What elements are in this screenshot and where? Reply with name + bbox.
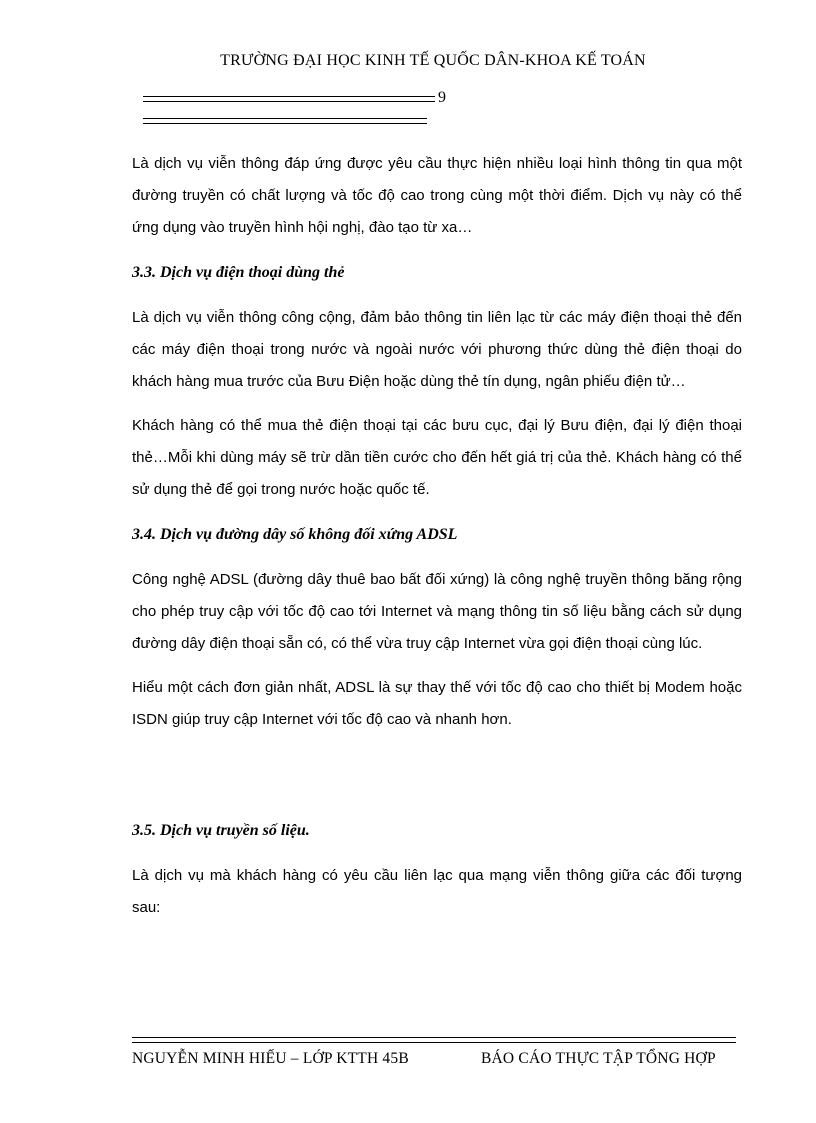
page-number: 9 bbox=[438, 89, 446, 106]
footer-report-title: BÁO CÁO THỰC TẬP TỔNG HỢP bbox=[481, 1050, 716, 1067]
body-content bbox=[132, 148, 742, 936]
section-3-3-paragraph-2: Khách hàng có thể mua thẻ điện thoại tại các bưu cục, đại lý Bưu điện, đại lý điện thoại thẻ…Mỗi khi dùng máy sẽ trừ dần tiền cước cho đến hết giá trị của thẻ. Khách hàng có thể sử dụng thẻ để gọi trong nước hoặc quốc tế. bbox=[132, 417, 742, 498]
section-heading-3-5: 3.5. Dịch vụ truyền số liệu. bbox=[132, 822, 310, 839]
header-rule-bottom bbox=[143, 118, 427, 124]
section-3-4-paragraph-2: Hiểu một cách đơn giản nhất, ADSL là sự thay thế với tốc độ cao cho thiết bị Modem hoặc ISDN giúp truy cập Internet với tốc độ cao và nhanh hơn. bbox=[132, 679, 742, 728]
spacer bbox=[132, 748, 742, 814]
section-3-5-paragraph-1: Là dịch vụ mà khách hàng có yêu cầu liên lạc qua mạng viễn thông giữa các đối tượng sau: bbox=[132, 867, 742, 916]
section-heading-3-4: 3.4. Dịch vụ đường dây số không đối xứng ADSL bbox=[132, 526, 458, 543]
section-3-3-paragraph-1: Là dịch vụ viễn thông công cộng, đảm bảo thông tin liên lạc từ các máy điện thoại thẻ đến các máy điện thoại trong nước và ngoài nước với phương thức dùng thẻ điện thoại do khách hàng mua trước của Bưu Điện hoặc dùng thẻ tín dụng, ngân phiếu điện tử… bbox=[132, 309, 742, 390]
header-rule-top bbox=[143, 96, 435, 102]
section-3-4-paragraph-1: Công nghệ ADSL (đường dây thuê bao bất đối xứng) là công nghệ truyền thông băng rộng cho phép truy cập với tốc độ cao tới Internet và mạng thông tin số liệu bằng cách sử dụng đường dây điện thoại sẵn có, có thể vừa truy cập Internet vừa gọi điện thoại cùng lúc. bbox=[132, 571, 742, 652]
section-heading-3-3: 3.3. Dịch vụ điện thoại dùng thẻ bbox=[132, 264, 345, 281]
footer-rule bbox=[132, 1037, 736, 1043]
footer-author: NGUYỄN MINH HIẾU – LỚP KTTH 45B bbox=[132, 1050, 409, 1067]
header-school-name: TRƯỜNG ĐẠI HỌC KINH TẾ QUỐC DÂN-KHOA KẾ TOÁN bbox=[220, 52, 646, 69]
intro-paragraph: Là dịch vụ viễn thông đáp ứng được yêu cầu thực hiện nhiều loại hình thông tin qua một đường truyền có chất lượng và tốc độ cao trong cùng một thời điểm. Dịch vụ này có thể ứng dụng vào truyền hình hội nghị, đào tạo từ xa… bbox=[132, 155, 742, 236]
